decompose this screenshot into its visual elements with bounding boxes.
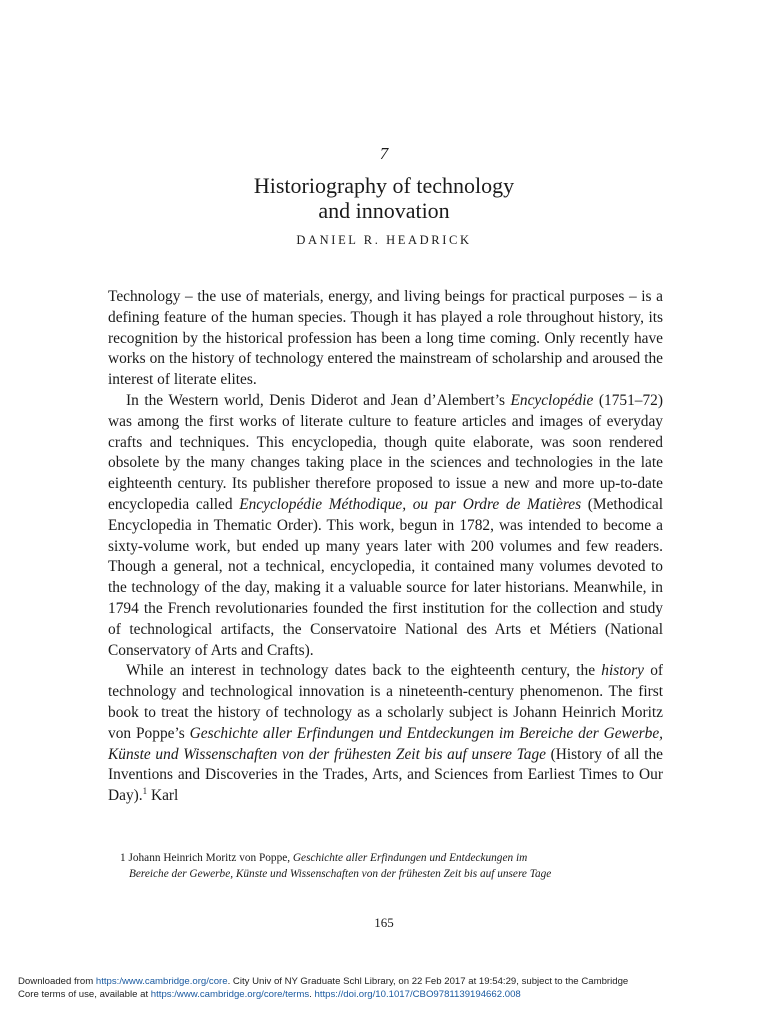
paragraph-3-text-a: While an interest in technology dates back to the eighteenth century, the [126,662,602,680]
download-text-1b: . City Univ of NY Graduate Schl Library, on 22 Feb 2017 at 19:54:29, subject to the Cambridge [227,976,629,987]
download-notice-line-2 [18,988,758,1001]
chapter-title-line-2: and innovation [318,198,450,223]
terms-link[interactable]: https:/www.cambridge.org/core/terms [150,989,310,1000]
download-text-2b: . [309,989,315,1000]
paragraph-3-italic-1: history [601,662,645,680]
body-text [108,287,663,807]
paragraph-3-italic-2: Geschichte aller Erfindungen und Entdeckungen im Bereiche der Gewerbe, Künste und Wissenschaften von der frühesten Zeit bis auf unsere Tage [108,724,663,763]
paragraph-2-text-b: (1751–72) was among the first works of literate culture to feature articles and images of everyday crafts and techniques. This encyclopedia, though quite elaborate, was soon rendered obsolete by the many changes taking place in the sciences and technologies in the late eighteenth century. Its publisher therefore proposed to issue a new and more up-to-date encyclopedia called [108,391,663,513]
footnote-title-part-1: Geschichte aller Erfindungen und Entdeckungen im [292,852,528,864]
download-notice-line-1 [18,975,758,988]
download-notice [18,975,758,1001]
paragraph-2 [108,391,663,661]
cambridge-core-link[interactable]: https:/www.cambridge.org/core [95,976,228,987]
footnote [120,850,660,882]
paragraph-3-text-d: Karl [147,787,179,805]
paragraph-3-text-b: of technology and technological innovation is a nineteenth-century phenomenon. The first book to treat the history of technology as a scholarly subject is Johann Heinrich Moritz von Poppe’s [108,662,664,742]
paragraph-3 [108,661,663,807]
download-text-1a: Downloaded from [18,976,96,987]
paragraph-2-italic-2: Encyclopédie Méthodique, ou par Ordre de Matières [239,495,582,513]
paragraph-1: Technology – the use of materials, energy, and living beings for practical purposes – is a defining feature of the human species. Though it has played a role throughout history, its recognition by the historical profession has been a long time coming. Only recently have works on the history of technology entered the mainstream of scholarship and aroused the interest of literate elites. [108,288,663,389]
footnote-author: Johann Heinrich Moritz von Poppe, [128,852,293,864]
chapter-title-line-1: Historiography of technology [253,173,515,198]
chapter-author: DANIEL R. HEADRICK [296,233,472,247]
paragraph-2-italic-1: Encyclopédie [510,391,594,409]
paragraph-2-text-c: (Methodical Encyclopedia in Thematic Order). This work, begun in 1782, was intended to become a sixty-volume work, but ended up many years later with 200 volumes and few readers. Though a general, not a technical, encyclopedia, it contained many volumes devoted to the technology of the day, making it a valuable source for later historians. Meanwhile, in 1794 the French revolutionaries founded the first institution for the collection and study of technological artifacts, the Conservatoire National des Arts et Métiers (National Conservatory of Arts and Crafts). [108,495,663,659]
chapter-number: 7 [379,144,389,163]
chapter-title [0,173,768,223]
footnote-reference[interactable]: 1 [142,786,148,797]
page-number: 165 [374,915,394,930]
footnote-line-1 [120,850,660,866]
doi-link[interactable]: https://doi.org/10.1017/CBO9781139194662.008 [314,989,521,1000]
paragraph-2-text-a: In the Western world, Denis Diderot and Jean d’Alembert’s [126,391,511,409]
download-text-2a: Core terms of use, available at [18,989,151,1000]
footnote-marker: 1 [120,852,126,864]
paragraph-3-text-c: (History of all the Inventions and Discoveries in the Trades, Arts, and Sciences from Earliest Times to Our Day). [108,745,663,805]
footnote-title-part-2: Bereiche der Gewerbe, Künste und Wissenschaften von der frühesten Zeit bis auf unsere Tage [129,868,552,880]
